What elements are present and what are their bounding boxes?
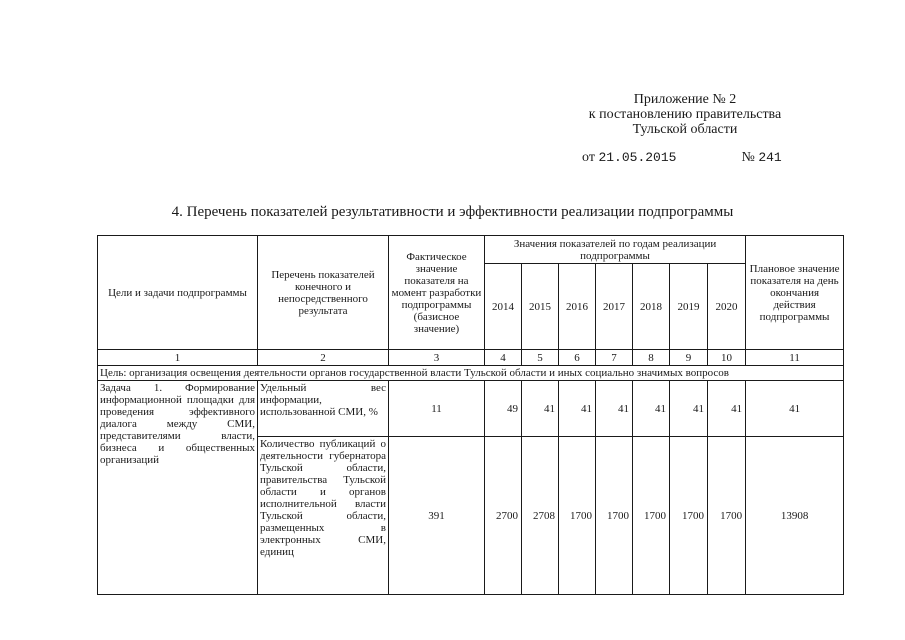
goal-row: [98, 366, 844, 381]
year-value-cell: 49: [485, 381, 522, 437]
column-number: 3: [389, 350, 485, 366]
annex-line-3: Тульской области: [632, 122, 738, 137]
year-value-cell: 1700: [559, 437, 596, 595]
goal-text: Цель: организация освещения деятельности органов государственной власти Тульской области и иных социально значимых вопросов: [98, 366, 844, 381]
year-value-cell: 1700: [596, 437, 633, 595]
header-goals-tasks: Цели и задачи подпрограммы: [98, 236, 258, 350]
table-row: [98, 381, 844, 437]
year-value-cell: 41: [596, 381, 633, 437]
base-value-cell: 391: [389, 437, 485, 595]
header-year: 2015: [522, 264, 559, 350]
column-number: 2: [258, 350, 389, 366]
date-prefix: от: [582, 150, 595, 165]
year-value-cell: 41: [559, 381, 596, 437]
header-planned-value: Плановое значение показателя на день окончания действия подпрограммы: [746, 236, 844, 350]
header-year: 2020: [708, 264, 746, 350]
column-number: 5: [522, 350, 559, 366]
year-value-cell: 1700: [670, 437, 708, 595]
planned-value-cell: 41: [746, 381, 844, 437]
column-number: 4: [485, 350, 522, 366]
header-years-group: Значения показателей по годам реализации подпрограммы: [485, 236, 746, 264]
column-number: 11: [746, 350, 844, 366]
indicator-cell: Удельный вес информации, использованной СМИ, %: [258, 381, 389, 437]
indicators-table: [97, 235, 844, 595]
header-year: 2018: [633, 264, 670, 350]
page-title: 4. Перечень показателей результативности и эффективности реализации подпрограммы: [171, 204, 734, 220]
column-numbers-row: [98, 350, 844, 366]
task-cell: Задача 1. Формирование информационной площадки для проведения эффективного диалога между СМИ, представителями власти, бизнеса и общественных организаций: [98, 381, 258, 595]
annex-line-1: Приложение № 2: [633, 92, 737, 107]
year-value-cell: 1700: [708, 437, 746, 595]
header-indicators-list: Перечень показателей конечного и непосредственного результата: [258, 236, 389, 350]
header-year: 2017: [596, 264, 633, 350]
resolution-date: 21.05.2015: [598, 150, 677, 165]
column-number: 9: [670, 350, 708, 366]
annex-line-2: к постановлению правительства: [588, 107, 782, 122]
year-value-cell: 41: [670, 381, 708, 437]
header-year: 2016: [559, 264, 596, 350]
year-value-cell: 2708: [522, 437, 559, 595]
indicator-cell: Количество публикаций о деятельности губернатора Тульской области, правительства Тульской области и органов исполнительной власти Тульской области, размещенных в электронных СМИ, единиц: [258, 437, 389, 595]
resolution-date-line: [582, 150, 782, 166]
year-value-cell: 2700: [485, 437, 522, 595]
number-sign: №: [741, 150, 755, 165]
resolution-number: 241: [758, 150, 782, 165]
header-year: 2019: [670, 264, 708, 350]
column-number: 10: [708, 350, 746, 366]
column-number: 1: [98, 350, 258, 366]
header-year: 2014: [485, 264, 522, 350]
column-number: 6: [559, 350, 596, 366]
header-base-value: Фактическое значение показателя на момент разработки подпрограммы (базисное значение): [389, 236, 485, 350]
column-number: 7: [596, 350, 633, 366]
base-value-cell: 11: [389, 381, 485, 437]
planned-value-cell: 13908: [746, 437, 844, 595]
year-value-cell: 1700: [633, 437, 670, 595]
column-number: 8: [633, 350, 670, 366]
year-value-cell: 41: [633, 381, 670, 437]
annex-header: [560, 92, 810, 137]
year-value-cell: 41: [708, 381, 746, 437]
year-value-cell: 41: [522, 381, 559, 437]
